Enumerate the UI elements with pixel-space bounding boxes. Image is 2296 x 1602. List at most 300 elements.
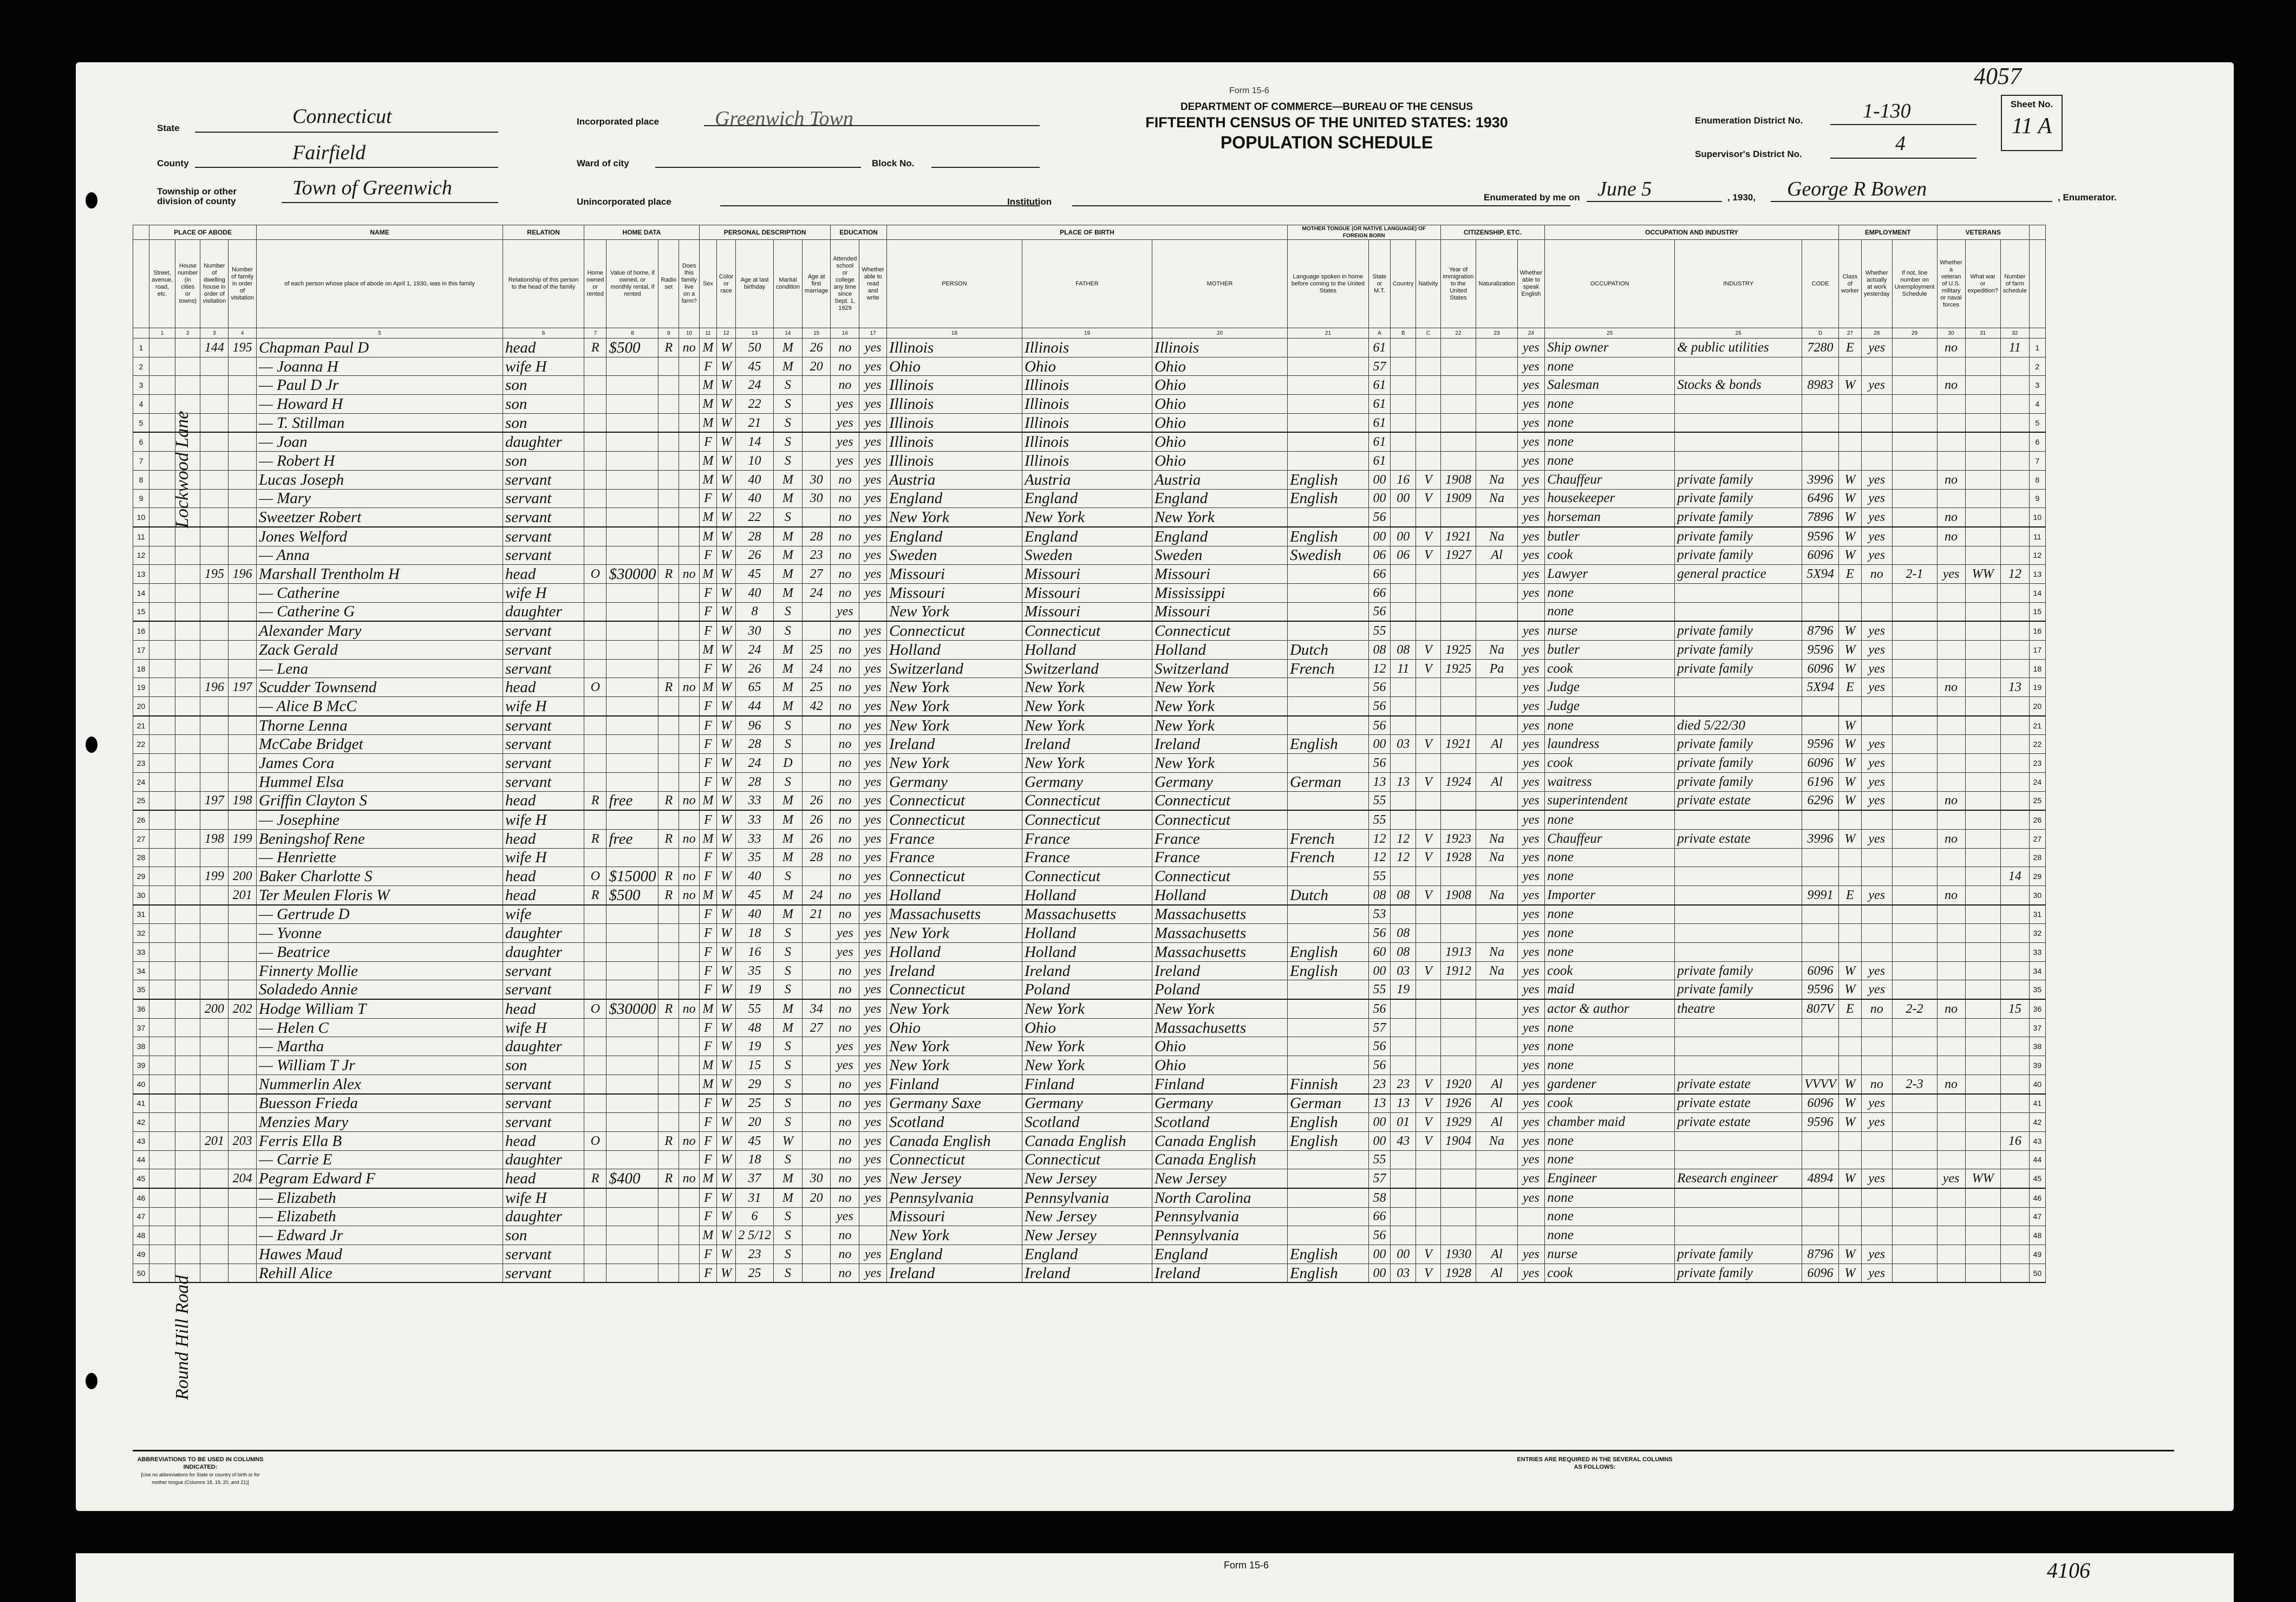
line-number-right: 40	[2029, 1074, 2045, 1093]
cell-radio	[658, 1056, 679, 1075]
cell-birth-father: Illinois	[1022, 432, 1152, 451]
cell-relation: head	[503, 338, 584, 357]
cell-first-marriage: 24	[802, 885, 830, 904]
cell-age: 45	[736, 1131, 774, 1150]
cell-literate: yes	[859, 810, 887, 829]
cell-radio	[658, 1037, 679, 1056]
column-number: A	[1368, 328, 1390, 338]
cell-naturalization: Pa	[1476, 659, 1517, 678]
cell-farm	[679, 1056, 700, 1075]
cell-birth-mother: Massachusetts	[1152, 943, 1287, 962]
cell-relation: servant	[503, 1113, 584, 1132]
cell-code-a: 61	[1368, 432, 1390, 451]
cell-farm: no	[679, 867, 700, 886]
cell-code-b: 11	[1390, 659, 1416, 678]
cell-house	[175, 489, 200, 508]
cell-occupation: Engineer	[1545, 1169, 1675, 1188]
cell-code-d	[1802, 1131, 1839, 1150]
cell-code-a: 56	[1368, 678, 1390, 697]
cell-class	[1838, 583, 1861, 602]
cell-unemployed-line	[1892, 905, 1937, 924]
cell-code-d	[1802, 1056, 1839, 1075]
cell-english: yes	[1517, 716, 1545, 735]
cell-class: W	[1838, 1169, 1861, 1188]
column-number: 1	[149, 328, 175, 338]
cell-radio	[658, 924, 679, 943]
cell-literate: yes	[859, 1245, 887, 1264]
col-farm: Does this family live on a farm?	[679, 240, 700, 328]
cell-marital: M	[773, 829, 802, 848]
cell-code-b: 03	[1390, 961, 1416, 980]
cell-war	[1965, 943, 2000, 962]
col-code-a: State or M.T.	[1368, 240, 1390, 328]
cell-literate: yes	[859, 1169, 887, 1188]
cell-war	[1965, 1188, 2000, 1207]
cell-literate: yes	[859, 867, 887, 886]
cell-first-marriage	[802, 924, 830, 943]
cell-house	[175, 1056, 200, 1075]
cell-dwelling	[200, 621, 229, 640]
cell-veteran	[1937, 1131, 1965, 1150]
cell-code-a: 55	[1368, 810, 1390, 829]
cell-family	[229, 905, 257, 924]
cell-at-work	[1861, 1188, 1892, 1207]
cell-street	[149, 772, 175, 791]
cell-owned	[584, 413, 606, 432]
cell-owned	[584, 641, 606, 660]
cell-marital: S	[773, 980, 802, 999]
cell-dwelling	[200, 1037, 229, 1056]
cell-code-b: 08	[1390, 924, 1416, 943]
cell-english: yes	[1517, 376, 1545, 395]
cell-english: yes	[1517, 1074, 1545, 1093]
cell-farm-schedule	[2000, 716, 2029, 735]
cell-industry: private estate	[1675, 1113, 1802, 1132]
cell-code-a: 56	[1368, 602, 1390, 621]
cell-code-a: 12	[1368, 829, 1390, 848]
census-table	[133, 225, 2046, 1283]
cell-literate: yes	[859, 1094, 887, 1113]
cell-name: — Martha	[257, 1037, 503, 1056]
cell-immigration	[1440, 867, 1476, 886]
table-row	[133, 508, 2046, 527]
cell-code-a: 55	[1368, 1150, 1390, 1169]
cell-family: 204	[229, 1169, 257, 1188]
cell-code-b	[1390, 999, 1416, 1018]
cell-naturalization: Na	[1476, 943, 1517, 962]
cell-language: English	[1287, 1264, 1368, 1282]
line-number-right: 21	[2029, 716, 2045, 735]
cell-school: no	[831, 829, 859, 848]
line-number-right: 15	[2029, 602, 2045, 621]
cell-language	[1287, 621, 1368, 640]
cell-school: no	[831, 546, 859, 565]
cell-relation: servant	[503, 754, 584, 773]
cell-farm	[679, 1094, 700, 1113]
cell-radio: R	[658, 678, 679, 697]
cell-value: $500	[606, 885, 658, 904]
cell-class	[1838, 943, 1861, 962]
cell-color: W	[716, 659, 735, 678]
cell-industry	[1675, 885, 1802, 904]
cell-code-b	[1390, 395, 1416, 414]
cell-birth-father: New York	[1022, 716, 1152, 735]
cell-name: Nummerlin Alex	[257, 1074, 503, 1093]
cell-code-b	[1390, 338, 1416, 357]
cell-sex: F	[699, 905, 716, 924]
cell-class: W	[1838, 376, 1861, 395]
cell-marital: S	[773, 1264, 802, 1282]
cell-unemployed-line: 2-2	[1892, 999, 1937, 1018]
line-number-right: 32	[2029, 924, 2045, 943]
cell-unemployed-line	[1892, 1094, 1937, 1113]
cell-farm	[679, 1150, 700, 1169]
cell-code-a: 56	[1368, 999, 1390, 1018]
cell-birth-father: New Jersey	[1022, 1226, 1152, 1245]
cell-code-c: V	[1416, 1245, 1440, 1264]
cell-code-d	[1802, 943, 1839, 962]
cell-birth-father: Poland	[1022, 980, 1152, 999]
cell-code-d: VVVV	[1802, 1074, 1839, 1093]
cell-marital: S	[773, 508, 802, 527]
cell-farm-schedule	[2000, 754, 2029, 773]
cell-class	[1838, 413, 1861, 432]
cell-marital: S	[773, 867, 802, 886]
cell-birth-person: France	[886, 848, 1022, 867]
cell-code-b: 13	[1390, 1094, 1416, 1113]
cell-occupation: Salesman	[1545, 376, 1675, 395]
cell-code-d: 9596	[1802, 527, 1839, 546]
cell-industry: private family	[1675, 772, 1802, 791]
cell-age: 25	[736, 1264, 774, 1282]
cell-immigration: 1928	[1440, 1264, 1476, 1282]
cell-first-marriage: 34	[802, 999, 830, 1018]
cell-first-marriage: 30	[802, 1169, 830, 1188]
cell-unemployed-line	[1892, 659, 1937, 678]
cell-house	[175, 565, 200, 584]
cell-code-c	[1416, 602, 1440, 621]
cell-birth-mother: Germany	[1152, 772, 1287, 791]
cell-marital: M	[773, 583, 802, 602]
cell-industry	[1675, 602, 1802, 621]
table-row	[133, 791, 2046, 810]
cell-code-b	[1390, 791, 1416, 810]
table-row	[133, 943, 2046, 962]
cell-radio	[658, 641, 679, 660]
cell-birth-mother: Ohio	[1152, 357, 1287, 376]
cell-english: yes	[1517, 1131, 1545, 1150]
cell-birth-person: New York	[886, 508, 1022, 527]
cell-birth-mother: Ohio	[1152, 1056, 1287, 1075]
cell-veteran	[1937, 924, 1965, 943]
cell-code-d: 5X94	[1802, 565, 1839, 584]
cell-color: W	[716, 413, 735, 432]
cell-street	[149, 602, 175, 621]
cell-occupation: none	[1545, 395, 1675, 414]
cell-sex: M	[699, 678, 716, 697]
cell-dwelling	[200, 583, 229, 602]
cell-farm-schedule	[2000, 1094, 2029, 1113]
cell-owned	[584, 1150, 606, 1169]
cell-house	[175, 395, 200, 414]
cell-code-c	[1416, 943, 1440, 962]
cell-farm	[679, 659, 700, 678]
cell-family: 203	[229, 1131, 257, 1150]
cell-english: yes	[1517, 791, 1545, 810]
cell-immigration	[1440, 452, 1476, 471]
cell-birth-person: Ohio	[886, 1018, 1022, 1037]
cell-family	[229, 621, 257, 640]
cell-birth-person: Illinois	[886, 376, 1022, 395]
line-number: 17	[133, 641, 149, 660]
cell-marital: S	[773, 602, 802, 621]
line-number: 10	[133, 508, 149, 527]
cell-industry	[1675, 810, 1802, 829]
col-marital: Marital condition	[773, 240, 802, 328]
cell-farm: no	[679, 1169, 700, 1188]
cell-farm-schedule	[2000, 602, 2029, 621]
cell-language	[1287, 565, 1368, 584]
cell-birth-mother: Sweden	[1152, 546, 1287, 565]
cell-street	[149, 470, 175, 489]
cell-class	[1838, 395, 1861, 414]
cell-code-d: 9596	[1802, 980, 1839, 999]
cell-school: yes	[831, 1037, 859, 1056]
cell-owned	[584, 848, 606, 867]
cell-code-c	[1416, 1226, 1440, 1245]
cell-name: Finnerty Mollie	[257, 961, 503, 980]
cell-relation: daughter	[503, 432, 584, 451]
cell-dwelling	[200, 432, 229, 451]
cell-relation: wife H	[503, 848, 584, 867]
cell-owned: O	[584, 678, 606, 697]
cell-sex: F	[699, 810, 716, 829]
cell-immigration	[1440, 697, 1476, 716]
cell-occupation: none	[1545, 602, 1675, 621]
cell-house	[175, 791, 200, 810]
cell-marital: M	[773, 489, 802, 508]
cell-language	[1287, 1056, 1368, 1075]
cell-naturalization	[1476, 432, 1517, 451]
cell-name: Hodge William T	[257, 999, 503, 1018]
cell-school: yes	[831, 1207, 859, 1226]
cell-code-b: 06	[1390, 546, 1416, 565]
cell-radio: R	[658, 1131, 679, 1150]
cell-value	[606, 621, 658, 640]
cell-immigration: 1920	[1440, 1074, 1476, 1093]
cell-street	[149, 754, 175, 773]
cell-occupation: nurse	[1545, 1245, 1675, 1264]
line-number-right: 35	[2029, 980, 2045, 999]
cell-birth-father: Massachusetts	[1022, 905, 1152, 924]
cell-unemployed-line	[1892, 1169, 1937, 1188]
cell-code-d: 3996	[1802, 470, 1839, 489]
cell-language: English	[1287, 943, 1368, 962]
cell-owned	[584, 716, 606, 735]
cell-color: W	[716, 641, 735, 660]
cell-immigration	[1440, 395, 1476, 414]
cell-occupation: Importer	[1545, 885, 1675, 904]
cell-sex: M	[699, 395, 716, 414]
cell-dwelling	[200, 885, 229, 904]
cell-relation: son	[503, 376, 584, 395]
cell-code-c	[1416, 508, 1440, 527]
cell-street	[149, 621, 175, 640]
table-row	[133, 924, 2046, 943]
cell-code-b	[1390, 1037, 1416, 1056]
cell-veteran: no	[1937, 885, 1965, 904]
table-row	[133, 905, 2046, 924]
line-number: 50	[133, 1264, 149, 1282]
cell-code-b	[1390, 697, 1416, 716]
col-birth-father: FATHER	[1022, 240, 1152, 328]
cell-radio	[658, 1018, 679, 1037]
cell-code-d	[1802, 1226, 1839, 1245]
table-row	[133, 602, 2046, 621]
cell-code-a: 53	[1368, 905, 1390, 924]
cell-radio	[658, 413, 679, 432]
line-number: 13	[133, 565, 149, 584]
cell-language	[1287, 810, 1368, 829]
line-number: 25	[133, 791, 149, 810]
cell-language	[1287, 1226, 1368, 1245]
cell-street	[149, 1264, 175, 1282]
cell-radio	[658, 980, 679, 999]
cell-street	[149, 678, 175, 697]
cell-immigration	[1440, 1169, 1476, 1188]
cell-birth-father: Missouri	[1022, 583, 1152, 602]
cell-english: yes	[1517, 357, 1545, 376]
cell-farm	[679, 943, 700, 962]
cell-sex: F	[699, 357, 716, 376]
cell-dwelling: 199	[200, 867, 229, 886]
cell-literate: yes	[859, 546, 887, 565]
cell-birth-father: Holland	[1022, 924, 1152, 943]
cell-industry: Research engineer	[1675, 1169, 1802, 1188]
cell-age: 45	[736, 885, 774, 904]
cell-code-a: 66	[1368, 1207, 1390, 1226]
cell-first-marriage: 26	[802, 810, 830, 829]
cell-occupation: laundress	[1545, 735, 1675, 754]
cell-war	[1965, 772, 2000, 791]
cell-code-c: V	[1416, 772, 1440, 791]
schedule-title: POPULATION SCHEDULE	[1220, 133, 1433, 152]
group-relation: RELATION	[503, 225, 584, 240]
cell-age: 40	[736, 489, 774, 508]
column-number: 24	[1517, 328, 1545, 338]
col-unemployed-line: If not, line number on Unemployment Schedule	[1892, 240, 1937, 328]
cell-farm	[679, 848, 700, 867]
cell-school: no	[831, 772, 859, 791]
cell-occupation: actor & author	[1545, 999, 1675, 1018]
cell-farm	[679, 432, 700, 451]
cell-school: no	[831, 1150, 859, 1169]
cell-naturalization: Na	[1476, 961, 1517, 980]
table-row	[133, 1037, 2046, 1056]
cell-school: no	[831, 980, 859, 999]
cell-farm-schedule	[2000, 1056, 2029, 1075]
cell-language: English	[1287, 527, 1368, 546]
col-color: Color or race	[716, 240, 735, 328]
cell-birth-mother: North Carolina	[1152, 1188, 1287, 1207]
cell-farm	[679, 641, 700, 660]
cell-unemployed-line	[1892, 678, 1937, 697]
column-number: 3	[200, 328, 229, 338]
cell-veteran	[1937, 413, 1965, 432]
cell-at-work: yes	[1861, 508, 1892, 527]
cell-english: yes	[1517, 565, 1545, 584]
line-number-right: 49	[2029, 1245, 2045, 1264]
cell-age: 23	[736, 1245, 774, 1264]
cell-english: yes	[1517, 867, 1545, 886]
cell-language: Dutch	[1287, 885, 1368, 904]
cell-dwelling	[200, 489, 229, 508]
line-header-right	[2029, 225, 2045, 240]
cell-birth-person: Missouri	[886, 565, 1022, 584]
cell-relation: servant	[503, 527, 584, 546]
cell-birth-person: New Jersey	[886, 1169, 1022, 1188]
cell-value: $500	[606, 338, 658, 357]
cell-war	[1965, 678, 2000, 697]
cell-birth-person: New York	[886, 716, 1022, 735]
cell-veteran	[1937, 905, 1965, 924]
cell-veteran	[1937, 659, 1965, 678]
cell-sex: M	[699, 791, 716, 810]
cell-code-c: V	[1416, 527, 1440, 546]
cell-dwelling	[200, 1018, 229, 1037]
cell-literate: yes	[859, 1264, 887, 1282]
cell-unemployed-line	[1892, 470, 1937, 489]
cell-street	[149, 867, 175, 886]
cell-birth-mother: Pennsylvania	[1152, 1226, 1287, 1245]
cell-literate: yes	[859, 1056, 887, 1075]
cell-farm-schedule	[2000, 924, 2029, 943]
cell-occupation: Judge	[1545, 697, 1675, 716]
cell-code-d	[1802, 810, 1839, 829]
cell-color: W	[716, 508, 735, 527]
cell-language	[1287, 508, 1368, 527]
cell-dwelling: 198	[200, 829, 229, 848]
cell-code-d: 7896	[1802, 508, 1839, 527]
cell-name: — Edward Jr	[257, 1226, 503, 1245]
cell-birth-father: Missouri	[1022, 565, 1152, 584]
cell-literate: yes	[859, 376, 887, 395]
cell-birth-father: New York	[1022, 1037, 1152, 1056]
cell-language	[1287, 678, 1368, 697]
cell-dwelling	[200, 772, 229, 791]
cell-name: Buesson Frieda	[257, 1094, 503, 1113]
cell-at-work: yes	[1861, 470, 1892, 489]
cell-at-work: yes	[1861, 1264, 1892, 1282]
cell-age: 40	[736, 905, 774, 924]
table-row	[133, 1094, 2046, 1113]
cell-birth-mother: Massachusetts	[1152, 905, 1287, 924]
cell-birth-father: Ohio	[1022, 1018, 1152, 1037]
cell-name: — Mary	[257, 489, 503, 508]
cell-code-c	[1416, 810, 1440, 829]
cell-naturalization	[1476, 867, 1517, 886]
cell-value	[606, 489, 658, 508]
cell-industry: private family	[1675, 961, 1802, 980]
col-radio: Radio set	[658, 240, 679, 328]
cell-name: — Howard H	[257, 395, 503, 414]
cell-occupation: butler	[1545, 527, 1675, 546]
cell-code-d	[1802, 867, 1839, 886]
table-row	[133, 527, 2046, 546]
cell-literate: yes	[859, 848, 887, 867]
cell-occupation: housekeeper	[1545, 489, 1675, 508]
cell-name: Hummel Elsa	[257, 772, 503, 791]
